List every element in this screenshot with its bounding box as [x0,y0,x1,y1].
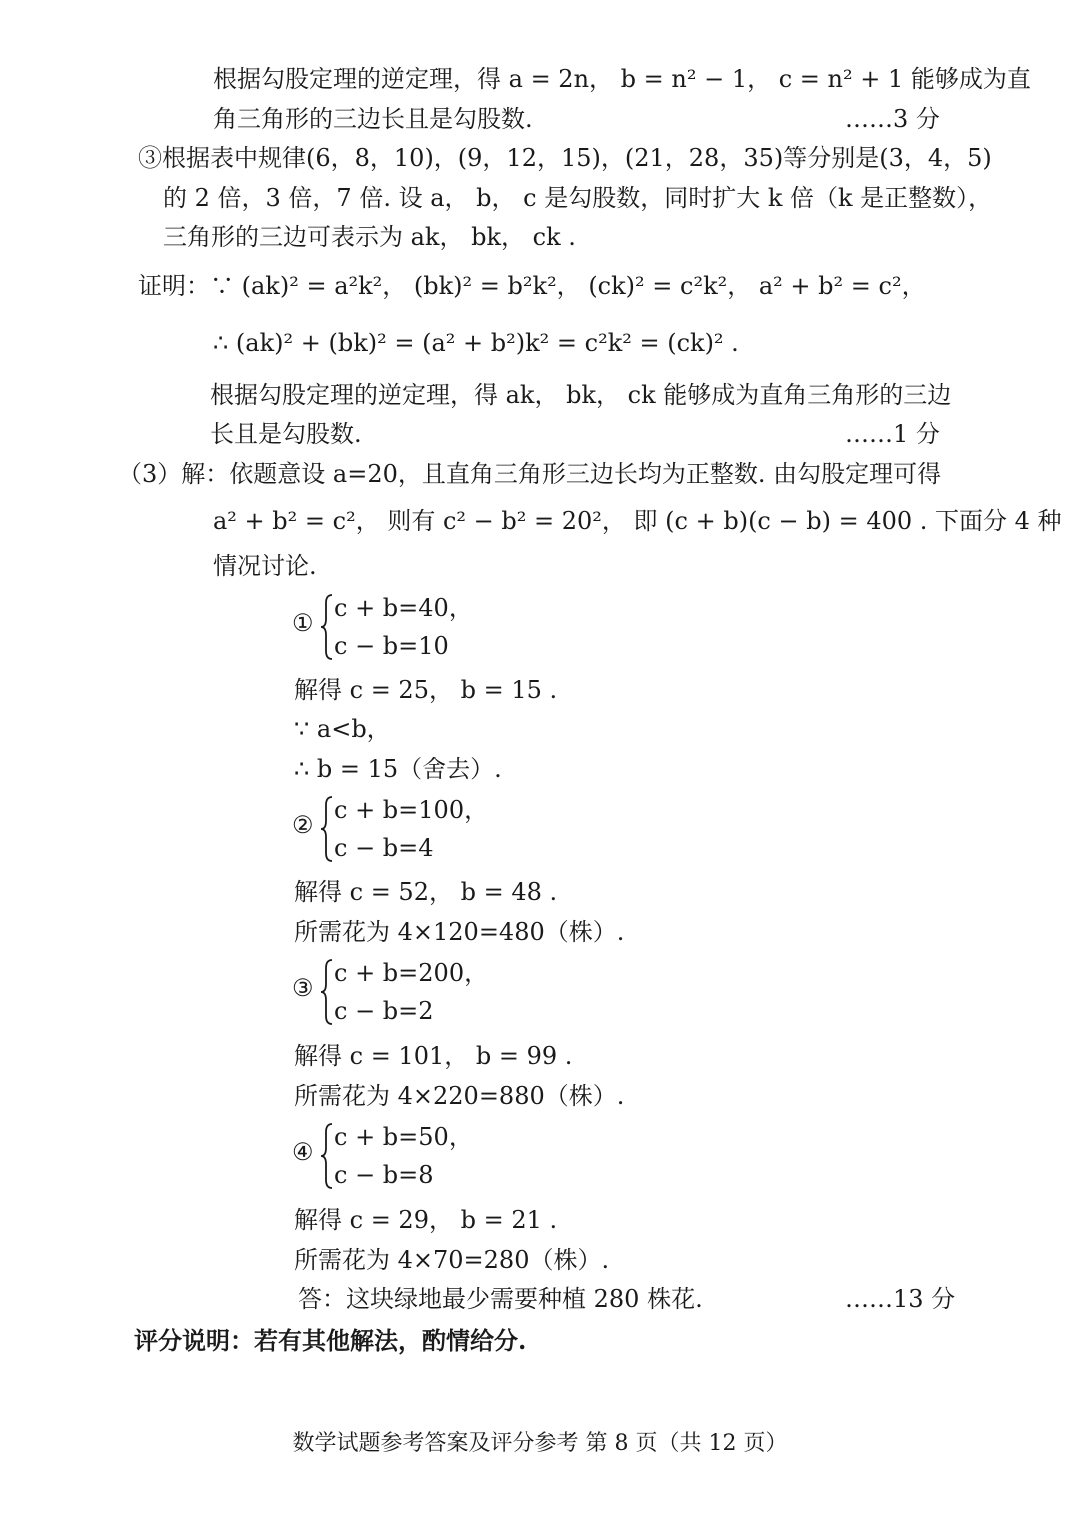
score-mark: ……1 分 [845,420,940,448]
answer-line: 答：这块绿地最少需要种植 280 株花. [298,1285,703,1313]
equation-system [292,958,492,1028]
equation: c + b=100， [334,796,489,824]
equation-system [292,795,492,865]
equation-system [292,1122,492,1192]
text-line: 解得 c = 101， b = 99 . [294,1042,573,1070]
page-footer: 数学试题参考答案及评分参考 第 8 页（共 12 页） [292,1431,788,1456]
case-number: ① [292,609,314,637]
text-line: （3）解：依题意设 a=20，且直角三角形三边长均为正整数. 由勾股定理可得 [118,460,942,488]
grading-note: 评分说明：若有其他解法，酌情给分. [134,1326,527,1355]
brace-icon [320,1122,334,1190]
case-number: ③ [292,974,314,1002]
case-number: ④ [292,1138,314,1166]
equation-system [292,593,492,663]
equation: c − b=8 [334,1161,434,1189]
brace-icon [320,958,334,1026]
text-line: 所需花为 4×70=280（株）. [294,1246,610,1274]
text-line: a² + b² = c²， 则有 c² − b² = 20²， 即 (c + b)(c − b) = 400 . 下面分 4 种 [213,507,1062,535]
equation: c − b=2 [334,997,434,1025]
equation: c − b=4 [334,834,434,862]
text-line: 角三角形的三边长且是勾股数. [213,105,533,133]
text-line: 解得 c = 52， b = 48 . [294,878,558,906]
text-line: 的 2 倍，3 倍，7 倍. 设 a， b， c 是勾股数，同时扩大 k 倍（k 是正整数）， [163,184,993,212]
text-line: 情况讨论. [213,552,317,580]
text-line: 三角形的三边可表示为 ak， bk， ck . [163,223,576,251]
proof-line: 证明：∵ (ak)² = a²k²， (bk)² = b²k²， (ck)² = c²k²， a² + b² = c²， [138,272,926,300]
score-mark: ……13 分 [845,1285,956,1313]
proof-line: ∴ (ak)² + (bk)² = (a² + b²)k² = c²k² = (ck)² . [213,329,739,357]
text-line: 根据勾股定理的逆定理，得 ak， bk， ck 能够成为直角三角形的三边 [210,381,952,409]
text-line: 所需花为 4×220=880（株）. [294,1082,625,1110]
score-mark: ……3 分 [845,105,940,133]
text-line: ∴ b = 15（舍去）. [294,755,502,783]
text-line: 长且是勾股数. [210,420,362,448]
text-line: ∵ a<b， [294,715,391,743]
case-number: ② [292,811,314,839]
equation: c + b=50， [334,1123,473,1151]
equation: c − b=10 [334,632,449,660]
text-line: 解得 c = 25， b = 15 . [294,676,558,704]
equation: c + b=40， [334,594,473,622]
text-line: 解得 c = 29， b = 21 . [294,1206,558,1234]
brace-icon [320,593,334,661]
text-line: ③根据表中规律(6，8，10)，(9，12，15)，(21，28，35)等分别是(3，4，5) [138,144,992,172]
text-line: 所需花为 4×120=480（株）. [294,918,625,946]
text-line: 根据勾股定理的逆定理，得 a = 2n， b = n² − 1， c = n² + 1 能够成为直 [213,65,1031,93]
equation: c + b=200， [334,959,489,987]
brace-icon [320,795,334,863]
